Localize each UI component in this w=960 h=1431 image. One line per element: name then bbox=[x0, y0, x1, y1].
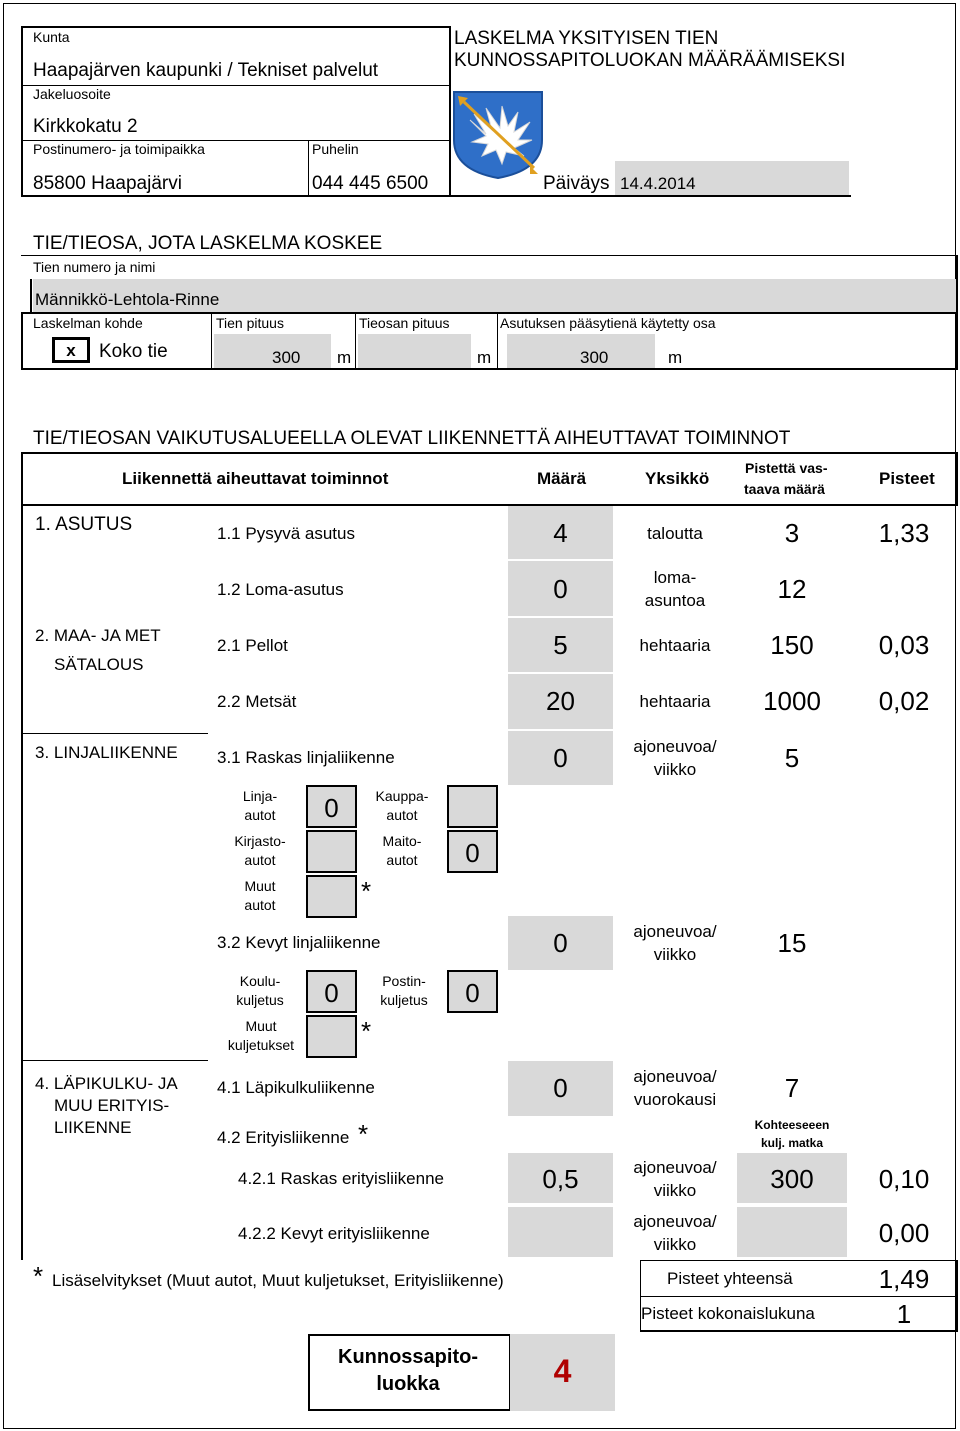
row-through-traffic-label: 4.1 Läpikulkuliikenne bbox=[217, 1078, 375, 1097]
row-holiday-housing-label: 1.2 Loma-asutus bbox=[217, 580, 344, 599]
used-part-unit: m bbox=[668, 348, 683, 367]
address-value: Kirkkokatu 2 bbox=[33, 116, 138, 137]
road-length-value: 300 bbox=[272, 348, 301, 367]
target-value: Koko tie bbox=[99, 341, 168, 362]
road-length-label: Tien pituus bbox=[216, 315, 284, 331]
points-integer-value: 1 bbox=[896, 1299, 912, 1329]
col-activity: Liikennettä aiheuttavat toiminnot bbox=[122, 469, 389, 488]
date-label: Päiväys bbox=[543, 173, 610, 194]
school-transport-count: 0 bbox=[324, 978, 339, 1008]
additional-info-note: Lisäselvitykset (Muut autot, Muut kuljetukset, Erityisliikenne) bbox=[52, 1271, 504, 1290]
light-bus-per: 15 bbox=[777, 928, 807, 958]
section-length-unit: m bbox=[477, 348, 492, 367]
postal-value: 85800 Haapajärvi bbox=[33, 173, 182, 194]
mail-transport-label-1: Postin- bbox=[382, 973, 426, 989]
road-name-label: Tien numero ja nimi bbox=[33, 259, 156, 275]
form-title-line2: KUNNOSSAPITOLUOKAN MÄÄRÄÄMISEKSI bbox=[454, 50, 846, 71]
shop-van-label-1: Kauppa- bbox=[375, 788, 429, 804]
milk-truck-label-2: autot bbox=[386, 852, 418, 868]
mail-transport-label-2: kuljetus bbox=[380, 992, 428, 1008]
library-bus-count-field[interactable] bbox=[306, 830, 357, 873]
heavy-special-unit-1: ajoneuvoa/ bbox=[633, 1158, 717, 1177]
heavy-bus-per: 5 bbox=[784, 743, 800, 773]
light-bus-unit-2: viikko bbox=[653, 945, 697, 964]
light-special-amount-field[interactable] bbox=[508, 1207, 613, 1257]
category-agriculture-line1: 2. MAA- JA MET bbox=[35, 626, 161, 645]
checkbox-mark: x bbox=[66, 341, 76, 360]
forests-unit: hehtaaria bbox=[639, 692, 711, 711]
section-length-field[interactable] bbox=[358, 334, 471, 368]
forests-amount: 20 bbox=[546, 686, 575, 716]
total-points-label: Pisteet yhteensä bbox=[667, 1269, 793, 1288]
permanent-housing-points: 1,33 bbox=[878, 518, 930, 548]
col-amount: Määrä bbox=[537, 469, 587, 488]
row-forests-label: 2.2 Metsät bbox=[217, 692, 297, 711]
row-permanent-housing-label: 1.1 Pysyvä asutus bbox=[217, 524, 355, 543]
other-vehicles-asterisk: * bbox=[361, 876, 372, 906]
phone-label: Puhelin bbox=[312, 141, 359, 157]
bus-label-1: Linja- bbox=[242, 788, 278, 804]
light-special-points: 0,00 bbox=[878, 1218, 930, 1248]
category-agriculture-line2: SÄTALOUS bbox=[54, 655, 144, 674]
address-label: Jakeluosoite bbox=[33, 86, 111, 102]
light-special-unit-2: viikko bbox=[653, 1235, 697, 1254]
points-integer-label: Pisteet kokonaislukuna bbox=[641, 1304, 815, 1323]
maintenance-class-label-1: Kunnossapito- bbox=[338, 1346, 478, 1368]
category-through-line3: LIIKENNE bbox=[54, 1118, 132, 1137]
phone-value: 044 445 6500 bbox=[312, 173, 429, 194]
row-heavy-bus-label: 3.1 Raskas linjaliikenne bbox=[217, 748, 395, 767]
heavy-bus-unit-2: viikko bbox=[653, 760, 697, 779]
other-vehicles-count-field[interactable] bbox=[306, 875, 357, 918]
bus-label-2: autot bbox=[244, 807, 276, 823]
section-length-label: Tieosan pituus bbox=[359, 315, 450, 331]
transport-distance-header-1: Kohteeseeen bbox=[754, 1118, 830, 1132]
bus-count: 0 bbox=[324, 793, 339, 823]
light-bus-unit-1: ajoneuvoa/ bbox=[633, 922, 717, 941]
target-label: Laskelman kohde bbox=[33, 315, 143, 331]
other-transport-count-field[interactable] bbox=[306, 1015, 357, 1058]
milk-truck-count: 0 bbox=[465, 838, 480, 868]
row-special-traffic-label: 4.2 Erityisliikenne bbox=[217, 1128, 350, 1147]
category-housing: 1. ASUTUS bbox=[35, 514, 133, 535]
heavy-bus-amount: 0 bbox=[553, 743, 568, 773]
road-section-title: TIE/TIEOSA, JOTA LASKELMA KOSKEE bbox=[33, 233, 383, 254]
note-asterisk: * bbox=[33, 1261, 44, 1291]
through-traffic-per: 7 bbox=[784, 1073, 800, 1103]
row-heavy-special-label: 4.2.1 Raskas erityisliikenne bbox=[238, 1169, 444, 1188]
other-vehicles-label-2: autot bbox=[244, 897, 276, 913]
forests-per: 1000 bbox=[763, 686, 821, 716]
category-bus-traffic: 3. LINJALIIKENNE bbox=[35, 743, 178, 762]
light-bus-amount: 0 bbox=[553, 928, 568, 958]
fields-amount: 5 bbox=[553, 630, 568, 660]
total-points-value: 1,49 bbox=[878, 1264, 930, 1294]
heavy-special-points: 0,10 bbox=[878, 1164, 930, 1194]
kunta-label: Kunta bbox=[33, 29, 70, 45]
forests-points: 0,02 bbox=[878, 686, 930, 716]
transport-distance-header-2: kulj. matka bbox=[760, 1136, 824, 1150]
holiday-housing-unit-2: asuntoa bbox=[644, 591, 706, 610]
holiday-housing-amount: 0 bbox=[553, 574, 568, 604]
holiday-housing-per: 12 bbox=[777, 574, 807, 604]
permanent-housing-unit: taloutta bbox=[647, 524, 703, 543]
road-length-unit: m bbox=[337, 348, 352, 367]
other-transport-label-2: kuljetukset bbox=[227, 1037, 295, 1053]
school-transport-label-2: kuljetus bbox=[236, 992, 284, 1008]
shop-van-count-field[interactable] bbox=[447, 785, 498, 828]
col-per-point-1: Pistettä vas- bbox=[745, 460, 828, 476]
road-name-value: Männikkö-Lehtola-Rinne bbox=[35, 290, 220, 309]
heavy-special-amount: 0,5 bbox=[542, 1164, 579, 1194]
whole-road-checkbox[interactable] bbox=[52, 337, 90, 363]
through-traffic-unit-2: vuorokausi bbox=[633, 1090, 717, 1109]
milk-truck-label-1: Maito- bbox=[382, 833, 422, 849]
heavy-special-unit-2: viikko bbox=[653, 1181, 697, 1200]
permanent-housing-amount: 4 bbox=[553, 518, 568, 548]
through-traffic-unit-1: ajoneuvoa/ bbox=[633, 1067, 717, 1086]
maintenance-class-value: 4 bbox=[553, 1353, 572, 1389]
school-transport-label-1: Koulu- bbox=[239, 973, 281, 989]
other-vehicles-label-1: Muut bbox=[244, 878, 276, 894]
col-unit: Yksikkö bbox=[645, 469, 710, 488]
fields-points: 0,03 bbox=[878, 630, 930, 660]
holiday-housing-unit-1: loma- bbox=[653, 568, 697, 587]
permanent-housing-per: 3 bbox=[784, 518, 800, 548]
other-transport-asterisk: * bbox=[361, 1016, 372, 1046]
fields-unit: hehtaaria bbox=[639, 636, 711, 655]
col-per-point-2: taava määrä bbox=[744, 481, 825, 497]
maintenance-class-label-2: luokka bbox=[376, 1373, 440, 1395]
heavy-special-per: 300 bbox=[770, 1164, 814, 1194]
activities-title: TIE/TIEOSAN VAIKUTUSALUEELLA OLEVAT LIIKENNETTÄ AIHEUTTAVAT TOIMINNOT bbox=[33, 428, 791, 449]
fields-per: 150 bbox=[770, 630, 814, 660]
library-bus-label-1: Kirjasto- bbox=[234, 833, 286, 849]
used-part-label: Asutuksen pääsytienä käytetty osa bbox=[500, 315, 716, 331]
category-through-line2: MUU ERITYIS- bbox=[54, 1096, 170, 1115]
kunta-value: Haapajärven kaupunki / Tekniset palvelut bbox=[33, 60, 379, 81]
shop-van-label-2: autot bbox=[386, 807, 418, 823]
heavy-bus-unit-1: ajoneuvoa/ bbox=[633, 737, 717, 756]
library-bus-label-2: autot bbox=[244, 852, 276, 868]
form-title-line1: LASKELMA YKSITYISEN TIEN bbox=[454, 28, 719, 49]
special-traffic-asterisk: * bbox=[358, 1119, 369, 1149]
row-fields-label: 2.1 Pellot bbox=[217, 636, 288, 655]
row-light-special-label: 4.2.2 Kevyt erityisliikenne bbox=[238, 1224, 430, 1243]
through-traffic-amount: 0 bbox=[553, 1073, 568, 1103]
row-light-bus-label: 3.2 Kevyt linjaliikenne bbox=[217, 933, 381, 952]
category-through-line1: 4. LÄPIKULKU- JA bbox=[35, 1074, 178, 1093]
light-special-unit-1: ajoneuvoa/ bbox=[633, 1212, 717, 1231]
postal-label: Postinumero- ja toimipaikka bbox=[33, 141, 205, 157]
mail-transport-count: 0 bbox=[465, 978, 480, 1008]
date-value: 14.4.2014 bbox=[620, 174, 696, 193]
other-transport-label-1: Muut bbox=[245, 1018, 277, 1034]
coat-of-arms-icon bbox=[452, 90, 544, 180]
light-special-distance-field[interactable] bbox=[737, 1207, 847, 1257]
col-points: Pisteet bbox=[879, 469, 935, 488]
used-part-value: 300 bbox=[580, 348, 609, 367]
